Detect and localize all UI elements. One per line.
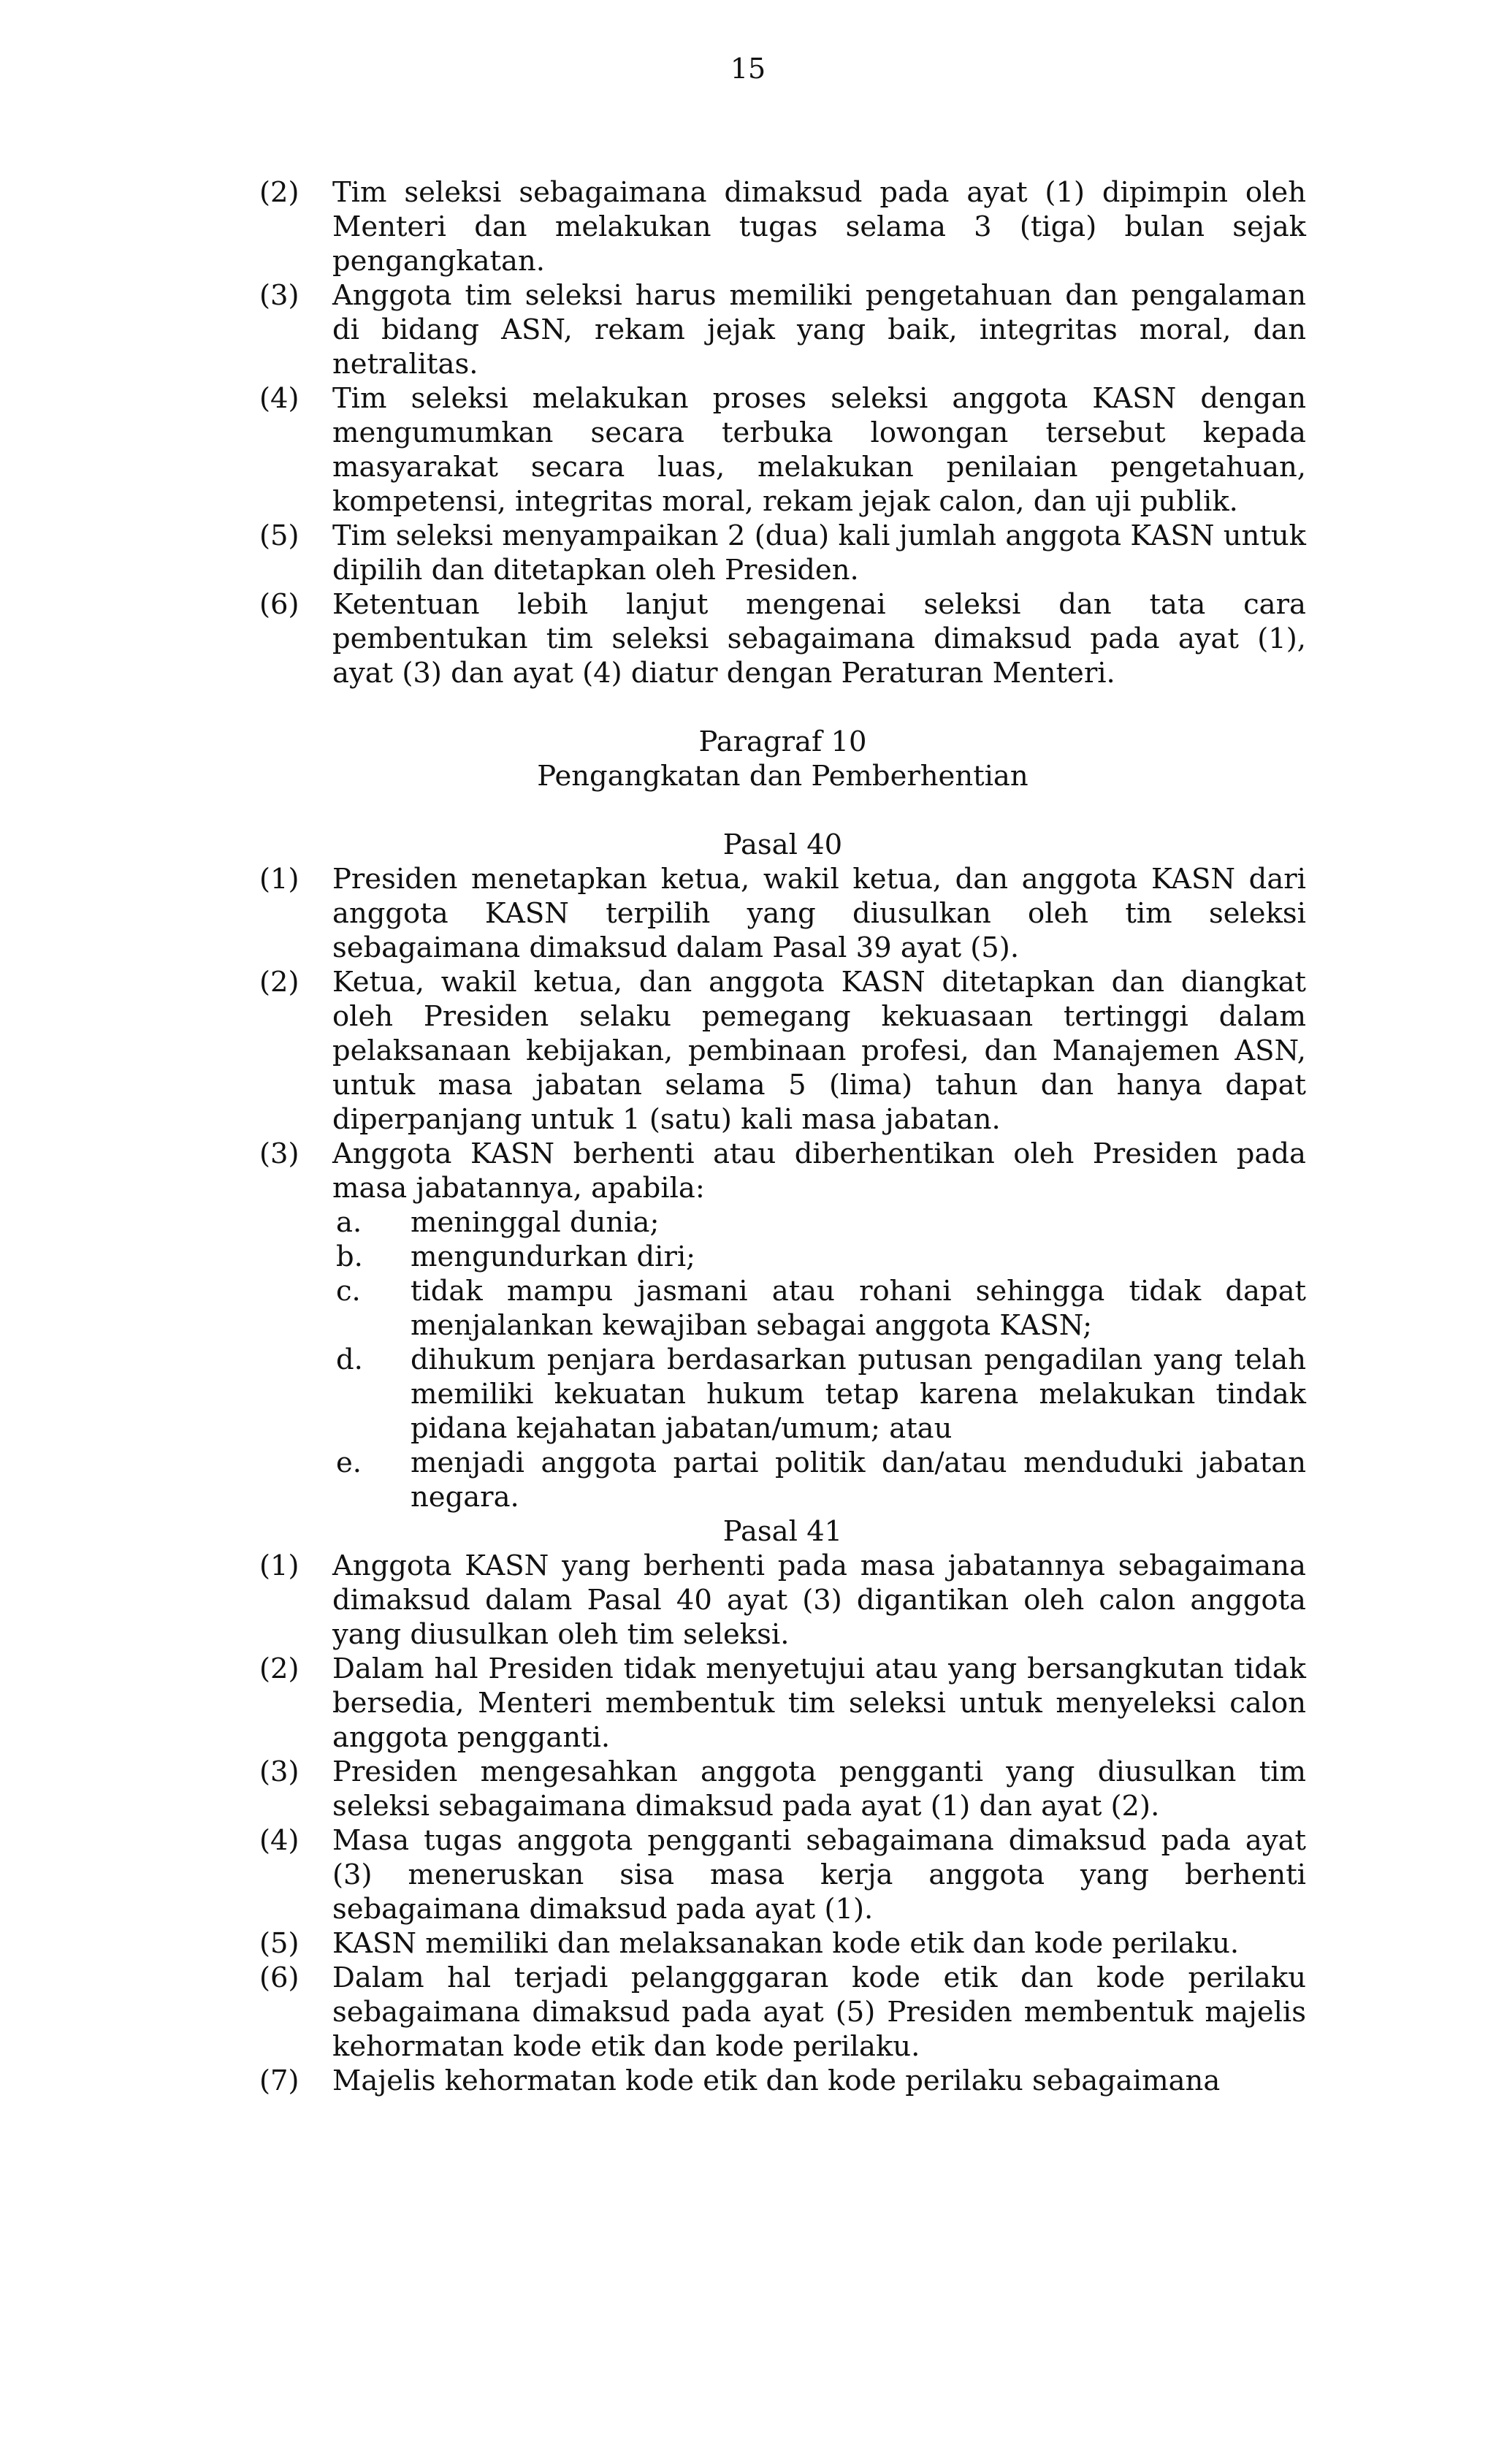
ayat-number: (4) xyxy=(259,1824,299,1857)
subitem-text: menjadi anggota partai politik dan/atau menduduki jabatan negara. xyxy=(411,1446,1306,1514)
pasal-40-ayat xyxy=(259,862,1306,965)
ayat-number: (4) xyxy=(259,382,299,415)
pasal-40-subitem xyxy=(259,1343,1306,1446)
ayat-number: (5) xyxy=(259,519,299,552)
ayat-text: Tim seleksi sebagaimana dimaksud pada ayat (1) dipimpin oleh Menteri dan melakukan tugas selama 3 (tiga) bulan sejak pengangkatan. xyxy=(332,176,1306,278)
pasal-39-ayat xyxy=(259,519,1306,587)
ayat-text: Tim seleksi menyampaikan 2 (dua) kali jumlah anggota KASN untuk dipilih dan ditetapkan oleh Presiden. xyxy=(332,519,1306,587)
spacer xyxy=(259,793,1306,828)
pasal-41-ayat xyxy=(259,1549,1306,1652)
pasal-39-ayat xyxy=(259,175,1306,278)
ayat-number: (2) xyxy=(259,176,299,209)
ayat-number: (6) xyxy=(259,1961,299,1994)
subitem-letter: c. xyxy=(336,1275,361,1308)
subitem-text: mengundurkan diri; xyxy=(411,1240,696,1273)
ayat-number: (2) xyxy=(259,966,299,999)
ayat-number: (3) xyxy=(259,1137,299,1170)
subitem-letter: b. xyxy=(336,1240,363,1273)
ayat-text: Anggota KASN berhenti atau diberhentikan oleh Presiden pada masa jabatannya, apabila: xyxy=(332,1137,1306,1205)
ayat-text: Ketua, wakil ketua, dan anggota KASN ditetapkan dan diangkat oleh Presiden selaku pemegang kekuasaan tertinggi dalam pelaksanaan kebijakan, pembinaan profesi, dan Manajemen ASN, untuk masa jabatan selama 5 (lima) tahun dan hanya dapat diperpanjang untuk 1 (satu) kali masa jabatan. xyxy=(332,966,1306,1136)
ayat-number: (1) xyxy=(259,863,299,896)
document-body xyxy=(259,175,1306,2098)
pasal-41-ayat xyxy=(259,1823,1306,1926)
ayat-number: (7) xyxy=(259,2064,299,2097)
ayat-number: (5) xyxy=(259,1927,299,1960)
pasal-40-subitem xyxy=(259,1274,1306,1343)
pasal-41-ayat xyxy=(259,1926,1306,1961)
subitem-text: meninggal dunia; xyxy=(411,1206,660,1239)
pasal-40-title: Pasal 40 xyxy=(722,828,843,861)
ayat-text: Tim seleksi melakukan proses seleksi anggota KASN dengan mengumumkan secara terbuka lowongan tersebut kepada masyarakat secara luas, melakukan penilaian pengetahuan, kompetensi, integritas moral, rekam jejak calon, dan uji publik. xyxy=(332,382,1306,518)
pasal-41-ayat xyxy=(259,1652,1306,1755)
ayat-text: Ketentuan lebih lanjut mengenai seleksi dan tata cara pembentukan tim seleksi sebagaimana dimaksud pada ayat (1), ayat (3) dan ayat (4) diatur dengan Peraturan Menteri. xyxy=(332,588,1306,690)
pasal-41-ayat xyxy=(259,2064,1306,2098)
ayat-text: Majelis kehormatan kode etik dan kode perilaku sebagaimana xyxy=(332,2064,1221,2097)
pasal-40-subitem xyxy=(259,1240,1306,1274)
ayat-text: Presiden mengesahkan anggota pengganti yang diusulkan tim seleksi sebagaimana dimaksud pada ayat (1) dan ayat (2). xyxy=(332,1755,1306,1823)
pasal-40-ayat xyxy=(259,1137,1306,1205)
paragraf-title: Paragraf 10 xyxy=(698,725,867,758)
ayat-number: (2) xyxy=(259,1652,299,1685)
subitem-letter: d. xyxy=(336,1343,363,1376)
ayat-text: Anggota KASN yang berhenti pada masa jabatannya sebagaimana dimaksud dalam Pasal 40 ayat (3) digantikan oleh calon anggota yang diusulkan oleh tim seleksi. xyxy=(332,1549,1306,1651)
spacer xyxy=(259,690,1306,725)
ayat-number: (3) xyxy=(259,279,299,312)
subitem-text: dihukum penjara berdasarkan putusan pengadilan yang telah memiliki kekuatan hukum tetap karena melakukan tindak pidana kejahatan jabatan/umum; atau xyxy=(411,1343,1306,1445)
ayat-number: (3) xyxy=(259,1755,299,1788)
pasal-41-title: Pasal 41 xyxy=(722,1515,843,1548)
paragraf-subtitle: Pengangkatan dan Pemberhentian xyxy=(537,760,1028,793)
pasal-40-subitem xyxy=(259,1205,1306,1240)
pasal-40-subitem xyxy=(259,1446,1306,1514)
subitem-text: tidak mampu jasmani atau rohani sehingga tidak dapat menjalankan kewajiban sebagai anggota KASN; xyxy=(411,1275,1306,1342)
ayat-text: Dalam hal Presiden tidak menyetujui atau yang bersangkutan tidak bersedia, Menteri membentuk tim seleksi untuk menyeleksi calon anggota pengganti. xyxy=(332,1652,1306,1754)
pasal-39-ayat xyxy=(259,381,1306,519)
ayat-number: (1) xyxy=(259,1549,299,1582)
ayat-text: Anggota tim seleksi harus memiliki pengetahuan dan pengalaman di bidang ASN, rekam jejak yang baik, integritas moral, dan netralitas. xyxy=(332,279,1306,381)
pasal-40-ayat xyxy=(259,965,1306,1137)
page-number: 15 xyxy=(730,53,766,85)
ayat-text: KASN memiliki dan melaksanakan kode etik dan kode perilaku. xyxy=(332,1927,1240,1960)
pasal-41-ayat xyxy=(259,1961,1306,2064)
subitem-letter: a. xyxy=(336,1206,362,1239)
ayat-text: Dalam hal terjadi pelangggaran kode etik dan kode perilaku sebagaimana dimaksud pada ayat (5) Presiden membentuk majelis kehormatan kode etik dan kode perilaku. xyxy=(332,1961,1306,2063)
pasal-39-ayat xyxy=(259,278,1306,381)
pasal-39-ayat xyxy=(259,587,1306,690)
pasal-41-ayat xyxy=(259,1755,1306,1823)
subitem-letter: e. xyxy=(336,1446,362,1479)
ayat-number: (6) xyxy=(259,588,299,621)
ayat-text: Masa tugas anggota pengganti sebagaimana dimaksud pada ayat (3) meneruskan sisa masa kerja anggota yang berhenti sebagaimana dimaksud pada ayat (1). xyxy=(332,1824,1306,1926)
ayat-text: Presiden menetapkan ketua, wakil ketua, dan anggota KASN dari anggota KASN terpilih yang diusulkan oleh tim seleksi sebagaimana dimaksud dalam Pasal 39 ayat (5). xyxy=(332,863,1306,964)
